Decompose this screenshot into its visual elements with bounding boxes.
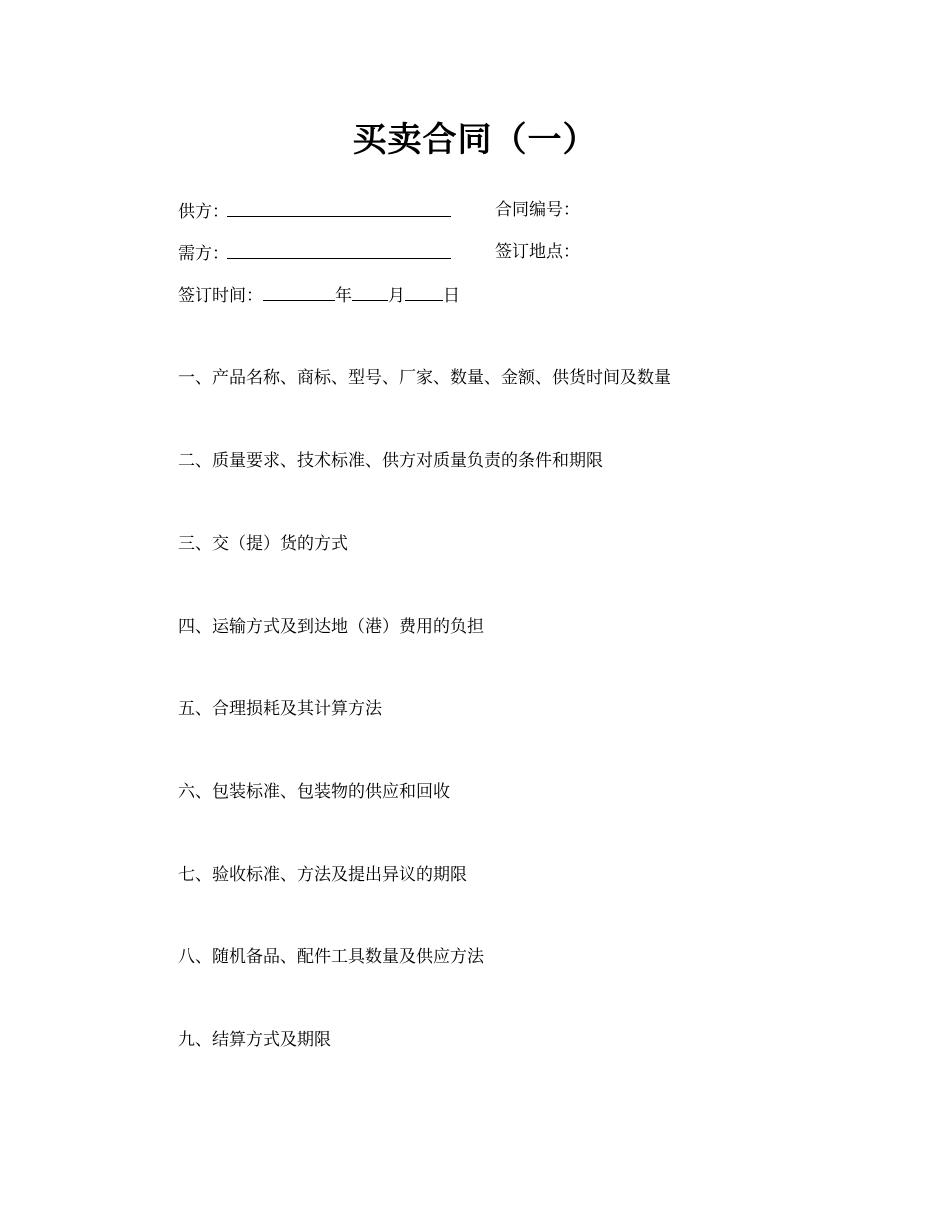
section-heading: 五、合理损耗及其计算方法 [178,699,382,719]
contract-no-label: 合同编号： [495,200,580,220]
year-blank [263,282,335,301]
section-heading: 二、质量要求、技术标准、供方对质量负责的条件和期限 [178,451,603,471]
buyer-blank [227,240,451,259]
section-heading: 四、运输方式及到达地（港）费用的负担 [178,617,484,637]
month-blank [352,282,388,301]
year-label: 年 [335,286,352,306]
section-heading: 三、交（提）货的方式 [178,534,348,554]
section-heading: 八、随机备品、配件工具数量及供应方法 [178,947,484,967]
sign-place-label: 签订地点： [495,242,580,262]
day-blank [405,282,443,301]
section-heading: 六、包装标准、包装物的供应和回收 [178,782,450,802]
sign-time-label: 签订时间： [178,286,263,306]
sign-time-row [178,282,460,308]
buyer-label: 需方： [178,244,229,264]
document-title: 买卖合同（一） [352,120,598,160]
day-label: 日 [443,286,460,306]
supplier-label: 供方： [178,202,229,222]
section-heading: 九、结算方式及期限 [178,1030,331,1050]
buyer-row [178,240,451,266]
month-label: 月 [388,286,405,306]
section-heading: 一、产品名称、商标、型号、厂家、数量、金额、供货时间及数量 [178,368,671,388]
section-heading: 七、验收标准、方法及提出异议的期限 [178,865,467,885]
supplier-blank [227,198,451,217]
supplier-row [178,198,451,224]
